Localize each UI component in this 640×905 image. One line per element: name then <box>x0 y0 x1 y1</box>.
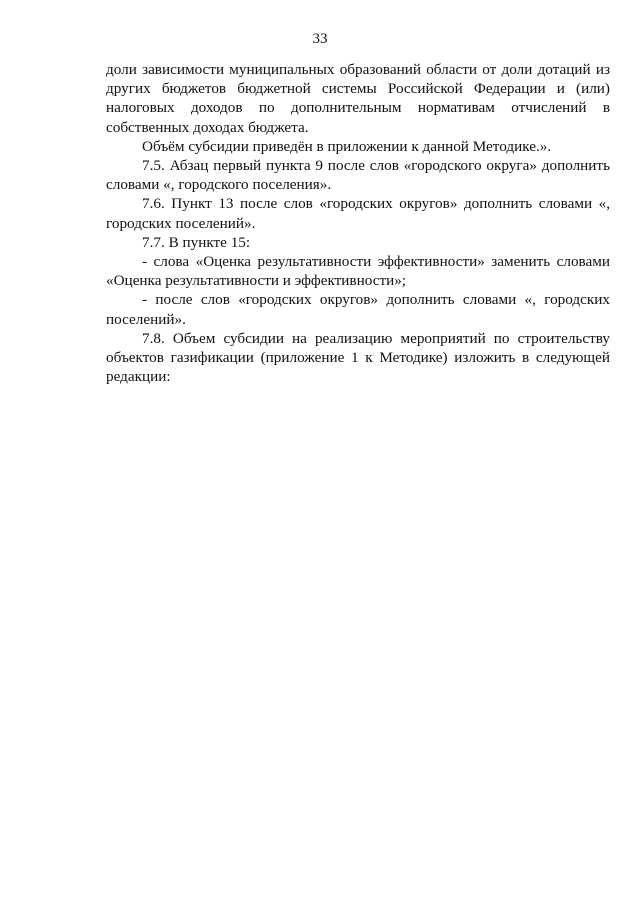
paragraph-item-7-7-dash-1: - слова «Оценка результативности эффективности» заменить словами «Оценка результативности и эффективности»; <box>106 253 610 290</box>
paragraph-item-7-6: 7.6. Пункт 13 после слов «городских округов» дополнить словами «, городских поселений». <box>106 195 610 232</box>
page-number: 33 <box>312 31 328 47</box>
paragraph-subsidy-volume: Объём субсидии приведён в приложении к данной Методике.». <box>142 137 552 155</box>
paragraph-item-7-5: 7.5. Абзац первый пункта 9 после слов «городского округа» дополнить словами «, городского поселения». <box>106 157 610 194</box>
document-body <box>106 60 610 386</box>
paragraph-subsidy-criteria: доли зависимости муниципальных образований области от доли дотаций из других бюджетов бюджетной системы Российской Федерации и (или) налоговых доходов по дополнительным нормативам отчислений в собственных доходах бюджета. <box>106 61 610 136</box>
paragraph-item-7-8: 7.8. Объем субсидии на реализацию мероприятий по строительству объектов газификации (приложение 1 к Методике) изложить в следующей редакции: <box>106 329 610 386</box>
paragraph-item-7-7-dash-2: - после слов «городских округов» дополнить словами «, городских поселений». <box>106 291 610 328</box>
paragraph-item-7-7: 7.7. В пункте 15: <box>142 233 251 251</box>
